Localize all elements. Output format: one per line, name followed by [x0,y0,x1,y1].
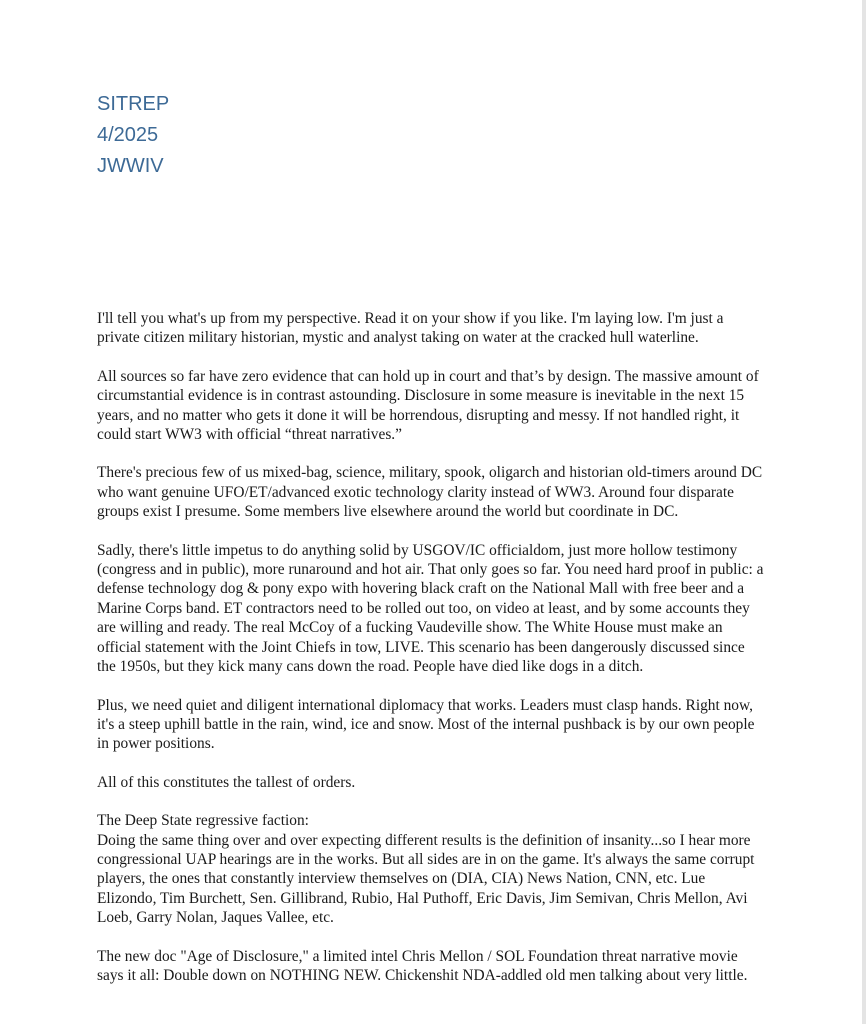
paragraph-documentary: The new doc "Age of Disclosure," a limited intel Chris Mellon / SOL Foundation threat narrative movie says it all: Double down on NOTHING NEW. Chickenshit NDA-addled old men talking about very little. [97,947,748,984]
paragraph-officialdom: Sadly, there's little impetus to do anything solid by USGOV/IC officialdom, just more hollow testimony (congress and in public), more runaround and hot air. That only goes so far. You need hard proof in public: a defense technology dog & pony expo with hovering black craft on the National Mall with free beer and a Marine Corps band. ET contractors need to be rolled out too, on video at least, and by some accounts they are willing and ready. The real McCoy of a fucking Vaudeville show. The White House must make an official statement with the Joint Chiefs in tow, LIVE. This scenario has been dangerously discussed since the 1950s, but they kick many cans down the road. People have died like dogs in a ditch. [97,541,764,676]
page-edge-divider [862,0,866,1024]
document-body [97,309,765,1004]
paragraph-deep-state-title: The Deep State regressive faction: [97,812,309,830]
paragraph-evidence: All sources so far have zero evidence that can hold up in court and that’s by design. The massive amount of circumstantial evidence is in contrast astounding. Disclosure in some measure is inevitable in the next 15 years, and no matter who gets it done it will be horrendous, disrupting and messy. If not handled right, it could start WW3 with official “threat narratives.” [97,367,759,444]
paragraph-orders: All of this constitutes the tallest of orders. [97,773,356,791]
paragraph-diplomacy: Plus, we need quiet and diligent international diplomacy that works. Leaders must clasp hands. Right now, it's a steep uphill battle in the rain, wind, ice and snow. Most of the internal pushback is by our own people in power positions. [97,696,755,753]
heading-title: SITREP [97,93,170,115]
paragraph-groups: There's precious few of us mixed-bag, science, military, spook, oligarch and historian old-timers around DC who want genuine UFO/ET/advanced exotic technology clarity instead of WW3. Around four disparate groups exist I presume. Some members live elsewhere around the world but coordinate in DC. [97,464,763,521]
heading-date: 4/2025 [97,124,159,146]
heading-author: JWWIV [97,155,164,177]
paragraph-deep-state-body: Doing the same thing over and over expecting different results is the definition of insanity...so I hear more congressional UAP hearings are in the works. But all sides are in on the game. It's always the same corrupt players, the ones that constantly interview themselves on (DIA, CIA) News Nation, CNN, etc. Lue Elizondo, Tim Burchett, Sen. Gillibrand, Rubio, Hal Puthoff, Eric Davis, Jim Semivan, Chris Mellon, Avi Loeb, Garry Nolan, Jaques Vallee, etc. [97,831,755,927]
paragraph-intro: I'll tell you what's up from my perspective. Read it on your show if you like. I'm laying low. I'm just a private citizen military historian, mystic and analyst taking on water at the cracked hull waterline. [97,310,724,347]
document-heading [97,89,169,182]
